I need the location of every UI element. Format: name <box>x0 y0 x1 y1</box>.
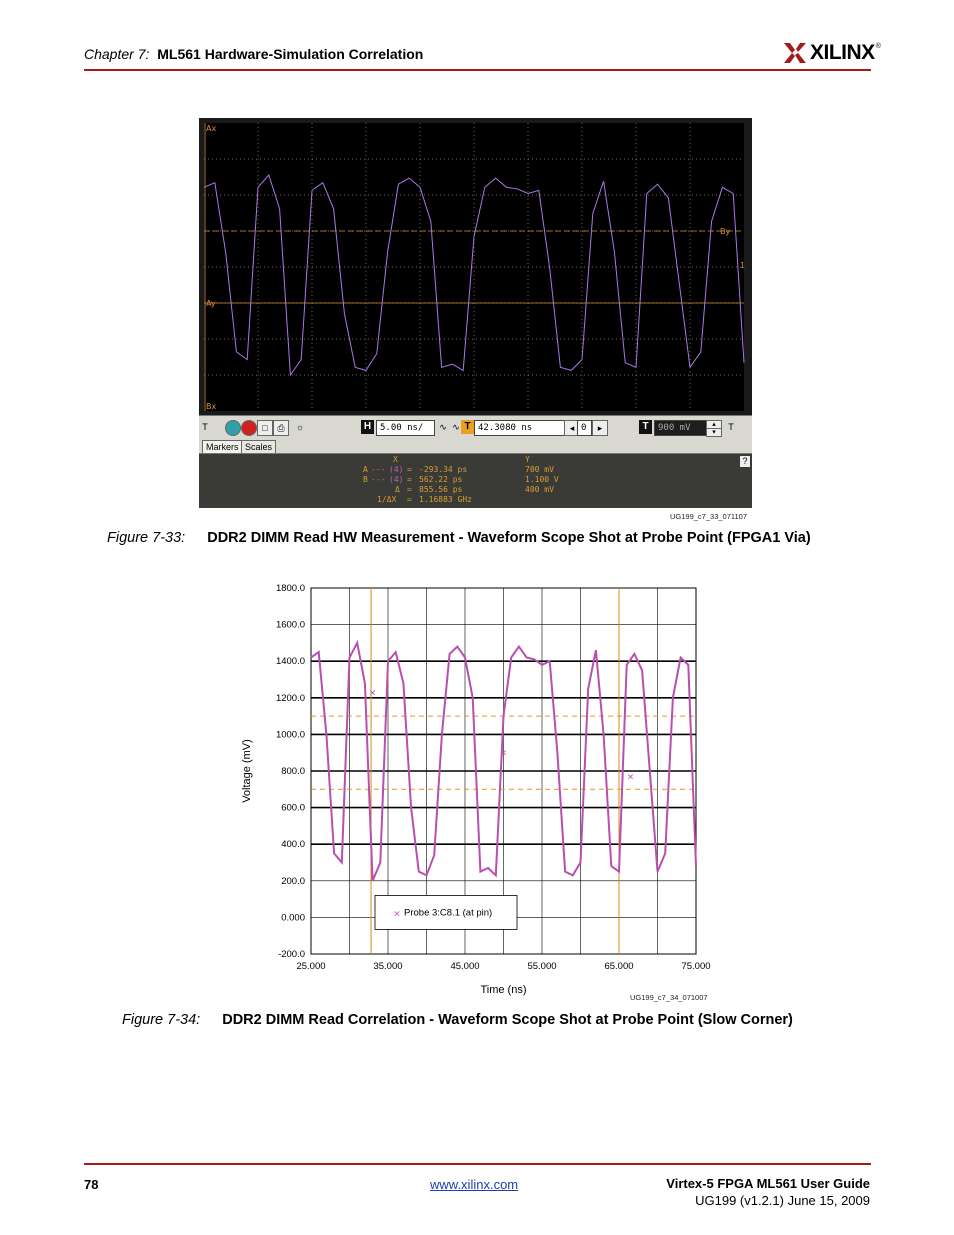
figure-34-label: Figure 7-34: <box>122 1012 201 1028</box>
trigger-down-arrow[interactable]: ▾ <box>706 428 722 437</box>
readout-ch: (4) <box>389 465 404 474</box>
data-marker: × <box>368 688 377 699</box>
fine-tune-icon[interactable]: ∿ <box>436 420 450 434</box>
figure-33-label: Figure 7-33: <box>107 530 186 546</box>
x-tick-label: 75.000 <box>681 961 711 972</box>
print-icon[interactable]: ⎙ <box>273 420 289 436</box>
delay-left-arrow[interactable]: ◂ <box>564 420 580 436</box>
readout-eq: = <box>407 475 412 484</box>
stop-icon[interactable] <box>241 420 257 436</box>
readout-dash: --- <box>371 475 386 484</box>
readout-eq: = <box>407 485 412 494</box>
figure-34-caption <box>122 1012 793 1028</box>
readout-name: A <box>363 465 368 474</box>
delay-step-field[interactable]: 0 <box>577 420 592 436</box>
toolbar-t-mark: T <box>202 422 208 432</box>
tab-markers[interactable]: Markers <box>202 440 243 453</box>
readout-x: -293.34 ps <box>419 465 468 474</box>
wave-icon[interactable]: ∿ <box>449 420 463 434</box>
scope-toolbar <box>199 415 752 440</box>
tab-scales[interactable]: Scales <box>241 440 276 453</box>
readout-dash: --- <box>371 465 386 474</box>
y-tick-label: 200.0 <box>281 875 305 887</box>
scope-display <box>199 118 752 415</box>
readout-eq: = <box>407 465 412 474</box>
horizontal-label: H <box>361 420 374 434</box>
readout-name: B <box>363 475 368 484</box>
readout-eq: = <box>407 495 412 504</box>
delay-field[interactable]: 42.3080 ns <box>474 420 565 436</box>
readout-x: 562.22 ps <box>419 475 463 484</box>
correlation-chart <box>230 575 730 1005</box>
page-number: 78 <box>84 1177 99 1192</box>
scope-screenshot <box>199 118 752 508</box>
x-tick-label: 45.000 <box>450 961 480 972</box>
trigger-level-field[interactable]: 900 mV <box>654 420 707 436</box>
readout-col-y: Y <box>525 455 530 464</box>
figure-34-title: DDR2 DIMM Read Correlation - Waveform Scope Shot at Probe Point (Slow Corner) <box>222 1012 793 1028</box>
trigger-label: T <box>639 420 652 434</box>
marker-label-ay: Ay <box>206 299 216 308</box>
delay-right-arrow[interactable]: ▸ <box>592 420 608 436</box>
readout-y: 400 mV <box>525 485 554 494</box>
marker-label-ax: Ax <box>206 124 217 133</box>
scope-tabs <box>199 439 752 454</box>
toolbar-t-mark-right: T <box>728 422 734 432</box>
data-marker: × <box>499 748 508 759</box>
guide-title: Virtex-5 FPGA ML561 User Guide <box>666 1176 870 1191</box>
y-tick-label: 0.000 <box>281 912 305 924</box>
figure-33-caption <box>107 530 811 546</box>
running-header <box>84 46 423 62</box>
x-tick-label: 55.000 <box>527 961 557 972</box>
logo-registered: ® <box>875 42 881 50</box>
x-tick-label: 25.000 <box>296 961 326 972</box>
footer-link[interactable]: www.xilinx.com <box>430 1177 519 1192</box>
chapter-title: ML561 Hardware-Simulation Correlation <box>157 46 424 62</box>
horizontal-scale-field[interactable]: 5.00 ns/ <box>376 420 435 436</box>
data-marker: × <box>626 772 635 783</box>
delay-icon: T <box>461 420 474 434</box>
x-tick-label: 35.000 <box>373 961 403 972</box>
y-axis-label: Voltage (mV) <box>241 739 253 803</box>
x-axis-label: Time (ns) <box>480 984 527 996</box>
readout-ch: (4) <box>389 475 404 484</box>
figure-33-title: DDR2 DIMM Read HW Measurement - Waveform Scope Shot at Probe Point (FPGA1 Via) <box>207 530 811 546</box>
help-button[interactable]: ? <box>740 456 750 467</box>
chart-svg <box>230 575 730 1005</box>
single-icon[interactable]: □ <box>257 420 273 436</box>
chapter-number: Chapter 7: <box>84 46 150 62</box>
readout-col-x: X <box>393 455 398 464</box>
brightness-icon[interactable]: ☼ <box>293 420 307 434</box>
header-rule <box>84 69 871 71</box>
run-icon[interactable] <box>225 420 241 436</box>
footer-guide <box>560 1176 870 1208</box>
readout-name: Δ <box>395 485 400 494</box>
y-tick-label: -200.0 <box>278 949 305 960</box>
xilinx-mark-icon <box>783 41 807 65</box>
footer-rule <box>84 1163 871 1165</box>
readout-x: 855.56 ps <box>419 485 463 494</box>
xilinx-logo <box>783 38 881 68</box>
guide-version: UG199 (v1.2.1) June 15, 2009 <box>695 1193 870 1208</box>
y-tick-label: 1400.0 <box>275 656 305 668</box>
y-tick-label: 1000.0 <box>275 729 305 741</box>
legend-marker: × <box>393 909 401 920</box>
readout-y: 700 mV <box>525 465 554 474</box>
legend-label: Probe 3:C8.1 (at pin) <box>404 907 493 919</box>
figure-33-id: UG199_c7_33_071107 <box>670 512 748 521</box>
marker-label-trigger: 1 <box>740 261 746 270</box>
y-tick-label: 400.0 <box>281 839 305 851</box>
logo-wordmark: XILINX <box>810 41 875 64</box>
readout-x: 1.16883 GHz <box>419 495 472 504</box>
marker-label-by: By <box>720 227 731 236</box>
readout-name: 1/ΔX <box>377 495 397 504</box>
x-tick-label: 65.000 <box>604 961 634 972</box>
y-tick-label: 600.0 <box>281 802 305 814</box>
trigger-up-arrow[interactable]: ▴ <box>706 420 722 429</box>
y-tick-label: 1200.0 <box>275 692 305 704</box>
y-tick-label: 1600.0 <box>275 619 305 631</box>
y-tick-label: 1800.0 <box>275 583 305 594</box>
marker-readout <box>199 454 752 508</box>
y-tick-label: 800.0 <box>281 766 305 777</box>
readout-y: 1.100 V <box>525 475 559 484</box>
marker-label-bx: Bx <box>206 402 217 411</box>
figure-34-id: UG199_c7_34_071007 <box>630 993 708 1002</box>
